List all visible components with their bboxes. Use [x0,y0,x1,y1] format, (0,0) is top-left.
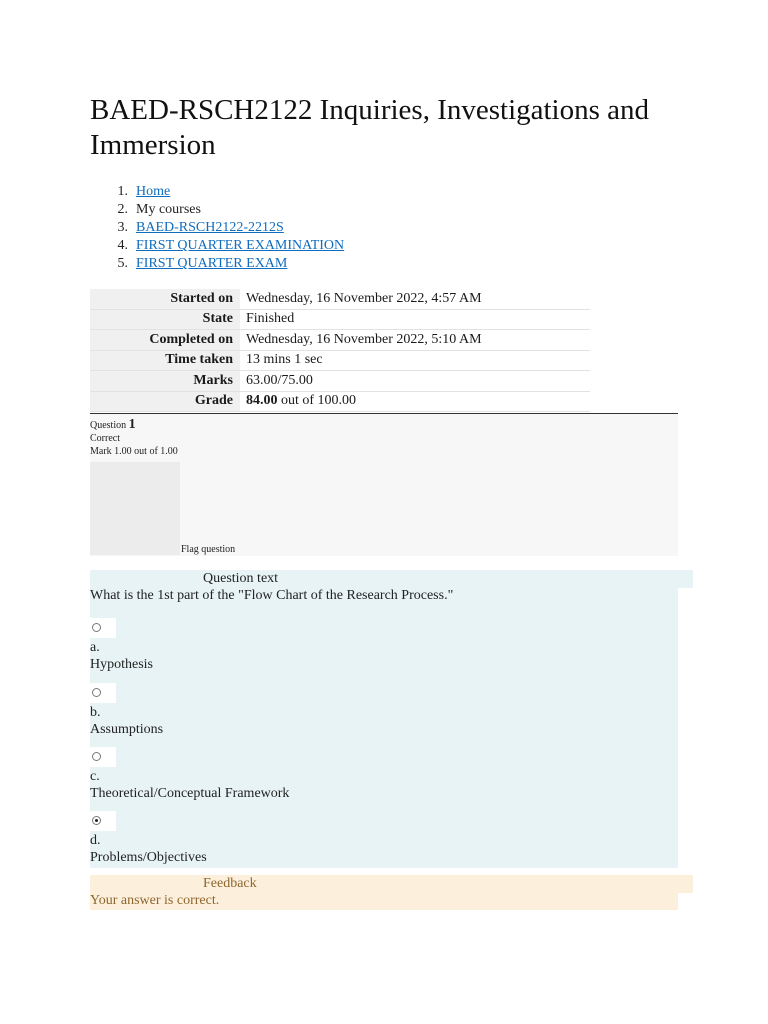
summary-value: 63.00/75.00 [240,371,590,392]
option-text: Theoretical/Conceptual Framework [90,786,290,801]
answer-option-a[interactable] [90,618,390,673]
option-text: Problems/Objectives [90,850,207,865]
summary-value: Finished [240,309,590,330]
breadcrumb-item-my-courses: 2. My courses [117,202,201,217]
radio-button[interactable] [92,688,101,697]
summary-row-marks [90,371,590,392]
answer-option-d[interactable] [90,811,390,866]
breadcrumb-link-exam[interactable]: FIRST QUARTER EXAM [136,256,288,271]
grade-value: 84.00 [246,393,278,409]
breadcrumb-item-exam: 5. FIRST QUARTER EXAM [117,256,288,271]
summary-row-grade [90,391,590,412]
question-meta [90,418,178,458]
summary-value: 13 mins 1 sec [240,350,590,371]
option-letter: d. [90,833,101,848]
breadcrumb [90,183,344,273]
question-number-line [90,418,178,432]
summary-row-completed-on [90,330,590,351]
radio-button[interactable] [92,752,101,761]
summary-row-state [90,309,590,330]
summary-label: Time taken [90,350,240,371]
option-text: Hypothesis [90,657,153,672]
grade-out-of: out of 100.00 [277,393,357,409]
breadcrumb-item-examination: 4. FIRST QUARTER EXAMINATION [117,238,345,253]
feedback-heading-label: Feedback [203,876,257,891]
breadcrumb-link-home[interactable]: Home [136,184,171,199]
summary-value: Wednesday, 16 November 2022, 5:10 AM [240,330,590,351]
option-letter: c. [90,769,100,784]
option-letter: b. [90,705,101,720]
summary-row-started-on [90,289,590,309]
feedback-text: Your answer is correct. [90,893,220,908]
feedback-heading [90,875,693,893]
flag-question-link[interactable]: Flag question [181,544,236,555]
question-prefix: Question [90,420,129,431]
breadcrumb-link-examination[interactable]: FIRST QUARTER EXAMINATION [136,238,345,253]
summary-value [240,391,590,412]
summary-label: Started on [90,289,240,309]
question-info-panel [90,414,678,556]
option-letter: a. [90,640,100,655]
flag-box [90,462,180,555]
breadcrumb-item-home: 1. Home [117,184,171,199]
summary-row-time-taken [90,350,590,371]
breadcrumb-item-course: 3. BAED-RSCH2122-2212S [117,220,284,235]
summary-label: Marks [90,371,240,392]
question-text-heading-label: Question text [203,571,279,586]
radio-button-selected[interactable] [92,816,101,825]
answer-option-b[interactable] [90,683,390,738]
question-text-heading [90,570,693,588]
answer-option-c[interactable] [90,747,390,802]
question-mark: Mark 1.00 out of 1.00 [90,446,178,457]
summary-value: Wednesday, 16 November 2022, 4:57 AM [240,289,590,309]
question-prompt: What is the 1st part of the "Flow Chart of the Research Process." [90,588,454,603]
attempt-summary-table [90,289,590,412]
breadcrumb-link-course[interactable]: BAED-RSCH2122-2212S [136,220,284,235]
question-status: Correct [90,433,120,444]
question-formulation [90,588,678,868]
feedback-body [90,893,678,910]
page-title: BAED-RSCH2122 Inquiries, Investigations and Immersion [90,94,650,161]
radio-button[interactable] [92,623,101,632]
question-number: 1 [128,417,136,432]
option-text: Assumptions [90,722,164,737]
summary-label: Grade [90,391,240,412]
summary-label: Completed on [90,330,240,351]
summary-label: State [90,309,240,330]
breadcrumb-label-my-courses: My courses [136,202,201,217]
